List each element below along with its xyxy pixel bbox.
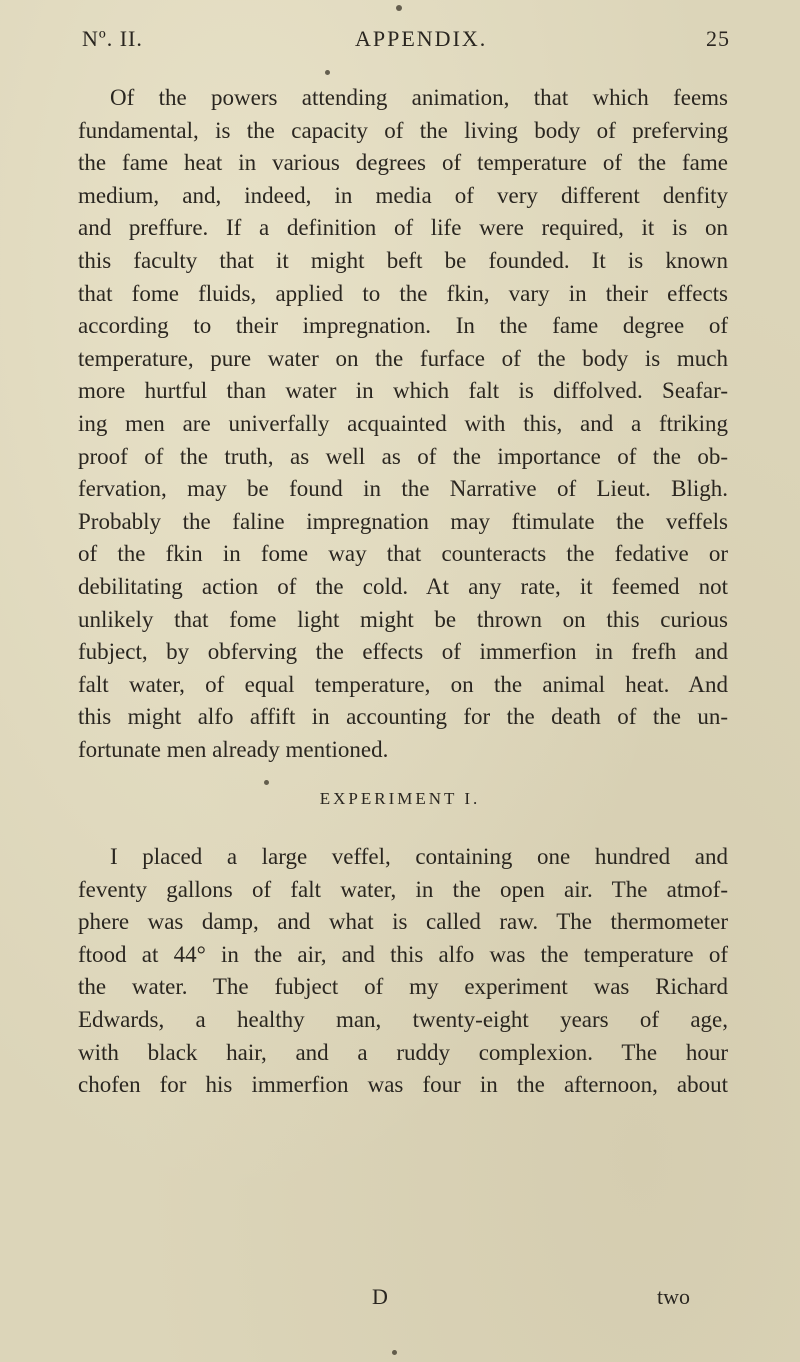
text-line: with black hair, and a ruddy complexion. The hour: [78, 1039, 728, 1065]
text-line: temperature, pure water on the furface of the body is much: [78, 345, 728, 371]
text-line: I placed a large veffel, containing one hundred and: [110, 844, 728, 869]
ink-speck: [264, 780, 269, 785]
section-heading: EXPERIMENT I.: [319, 789, 481, 808]
text-line: the water. The fubject of my experiment was Richard: [78, 974, 728, 1000]
text-line: Edwards, a healthy man, twenty-eight years of age,: [78, 1006, 728, 1032]
running-head: [70, 26, 730, 56]
ink-speck: [396, 5, 402, 11]
section-number: Nº. II.: [82, 26, 143, 51]
text-line: proof of the truth, as well as of the importance of the ob-: [78, 443, 728, 469]
page-number: 25: [706, 26, 730, 51]
text-line: ing men are univerfally acquainted with this, and a ftriking: [78, 410, 728, 436]
text-line: this might alfo affift in accounting for the death of the un-: [78, 704, 728, 730]
ink-speck: [392, 1350, 397, 1355]
catchword: two: [657, 1284, 690, 1309]
running-title: APPENDIX.: [355, 26, 488, 51]
text-line: according to their impregnation. In the fame degree of: [78, 313, 728, 339]
text-line: that fome fluids, applied to the fkin, vary in their effects: [78, 280, 728, 306]
paragraph-1: [78, 82, 728, 766]
text-line: this faculty that it might beft be founded. It is known: [78, 247, 728, 273]
text-line: more hurtful than water in which falt is diffolved. Seafar-: [78, 378, 728, 404]
signature-mark: D: [372, 1284, 388, 1309]
text-line: fundamental, is the capacity of the living body of preferving: [78, 117, 728, 143]
text-line: unlikely that fome light might be thrown on this curious: [78, 606, 728, 632]
text-line: ftood at 44° in the air, and this alfo was the temperature of: [78, 941, 728, 967]
text-line: fubject, by obferving the effects of immerfion in frefh and: [78, 639, 728, 665]
text-line: the fame heat in various degrees of temperature of the fame: [78, 150, 728, 176]
text-line: debilitating action of the cold. At any rate, it feemed not: [78, 573, 728, 599]
text-line: fervation, may be found in the Narrative of Lieut. Bligh.: [78, 476, 728, 502]
text-line: falt water, of equal temperature, on the animal heat. And: [78, 671, 728, 697]
text-line: phere was damp, and what is called raw. The thermometer: [78, 909, 728, 935]
text-line: medium, and, indeed, in media of very different denfity: [78, 182, 728, 208]
text-line: fortunate men already mentioned.: [78, 736, 389, 762]
text-line: of the fkin in fome way that counteracts the fedative or: [78, 541, 728, 567]
text-line: Of the powers attending animation, that which feems: [110, 85, 728, 110]
text-line: feventy gallons of falt water, in the open air. The atmof-: [78, 876, 728, 902]
text-line: and preffure. If a definition of life were required, it is on: [78, 215, 728, 241]
text-line: chofen for his immerfion was four in the afternoon, about: [78, 1072, 728, 1098]
catch-line: [0, 1284, 800, 1314]
paragraph-2: [78, 841, 728, 1102]
ink-speck: [325, 70, 330, 75]
text-line: Probably the faline impregnation may ftimulate the veffels: [78, 508, 728, 534]
